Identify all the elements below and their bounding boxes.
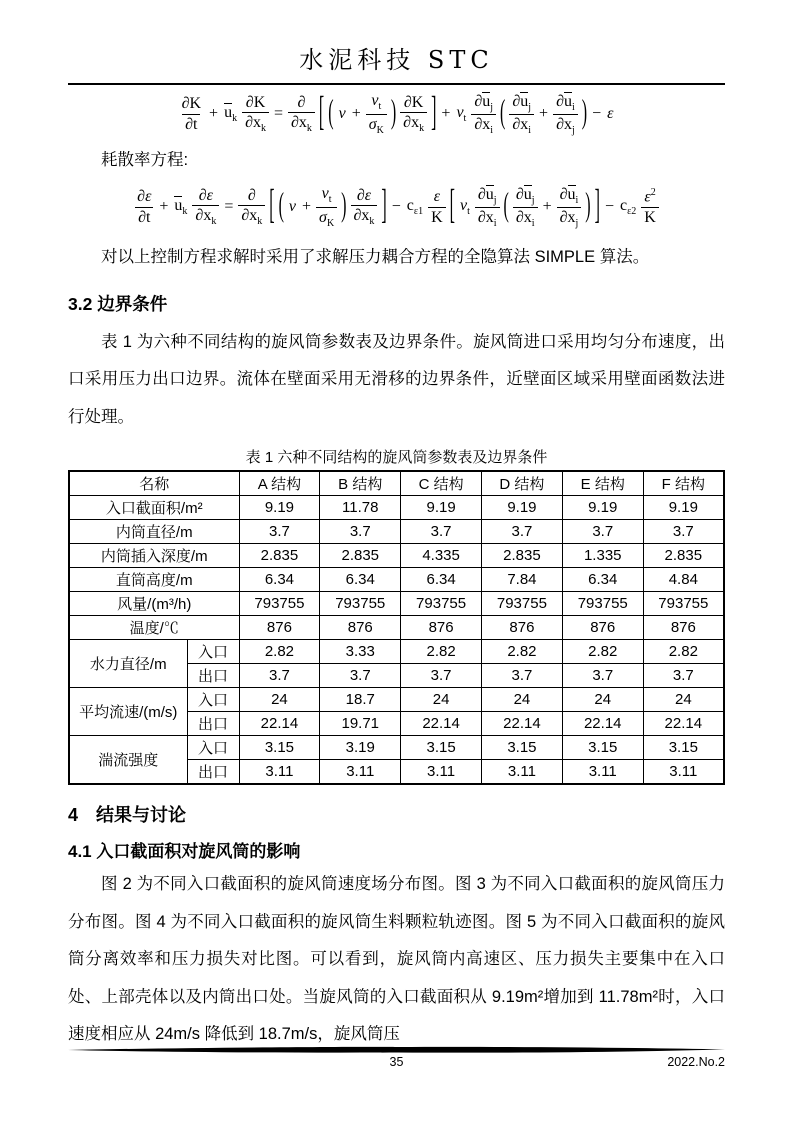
- table-cell: 22.14: [643, 712, 724, 736]
- sub-row-label: 入口: [187, 640, 239, 664]
- results-paragraph: 图 2 为不同入口截面积的旋风筒速度场分布图。图 3 为不同入口截面积的旋风筒压力分布图。图 4 为不同入口截面积的旋风筒生料颗粒轨迹图。图 5 为不同入口截面积的旋风筒分离效率和压力损失对比图。可以看到，旋风筒内高速区、压力损失主要集中在入口处、上部壳体以及内筒出口处。当旋风筒的入口截面积从 9.19m²增加到 11.78m²时，入口速度相应从 24m/s 降低到 18.7m/s，旋风筒压: [68, 875, 725, 1043]
- simple-algorithm-paragraph: 对以上控制方程求解时采用了求解压力耦合方程的全隐算法 SIMPLE 算法。: [101, 248, 650, 266]
- table-cell: 19.71: [320, 712, 401, 736]
- table-cell: 2.82: [643, 640, 724, 664]
- table-cell: 24: [643, 688, 724, 712]
- page-footer: [68, 1046, 725, 1073]
- row-label: 内筒插入深度/m: [69, 544, 239, 568]
- table-cell: 9.19: [482, 496, 563, 520]
- column-header: E 结构: [562, 471, 643, 496]
- table-cell: 3.19: [320, 736, 401, 760]
- table-cell: 6.34: [562, 568, 643, 592]
- section-4-heading: 4 结果与讨论: [68, 805, 187, 825]
- row-label: 入口截面积/m²: [69, 496, 239, 520]
- table-cell: 3.15: [562, 736, 643, 760]
- footer-rule: [68, 1046, 725, 1054]
- boundary-conditions-paragraph: 表 1 为六种不同结构的旋风筒参数表及边界条件。旋风筒进口采用均匀分布速度，出口采用压力出口边界。流体在壁面采用无滑移的边界条件，近壁面区域采用壁面函数法进行处理。: [68, 332, 725, 426]
- dissipation-equation-label: 耗散率方程:: [101, 151, 189, 169]
- table-cell: 3.15: [482, 736, 563, 760]
- table-caption: 表 1 六种不同结构的旋风筒参数表及边界条件: [245, 449, 548, 466]
- table-row: [69, 592, 724, 616]
- table-cell: 3.7: [401, 520, 482, 544]
- group-row-label: 水力直径/m: [69, 640, 187, 688]
- table-cell: 6.34: [239, 568, 320, 592]
- table-cell: 2.835: [239, 544, 320, 568]
- table-cell: 3.7: [562, 664, 643, 688]
- table-cell: 3.7: [401, 664, 482, 688]
- table-cell: 3.11: [482, 760, 563, 785]
- page-number: 35: [389, 1055, 404, 1069]
- table-cell: 3.11: [401, 760, 482, 785]
- table-cell: 2.82: [401, 640, 482, 664]
- table-cell: 6.34: [401, 568, 482, 592]
- table-row: [69, 544, 724, 568]
- table-cell: 3.7: [643, 520, 724, 544]
- table-cell: 2.835: [320, 544, 401, 568]
- table-cell: 24: [401, 688, 482, 712]
- table-cell: 793755: [320, 592, 401, 616]
- table-cell: 3.11: [239, 760, 320, 785]
- column-header: 名称: [69, 471, 239, 496]
- table-cell: 2.82: [562, 640, 643, 664]
- column-header: B 结构: [320, 471, 401, 496]
- group-row-label: 湍流强度: [69, 736, 187, 785]
- table-cell: 24: [482, 688, 563, 712]
- table-cell: 22.14: [239, 712, 320, 736]
- sub-row-label: 入口: [187, 736, 239, 760]
- table-cell: 793755: [239, 592, 320, 616]
- table-row: [69, 640, 724, 664]
- table-cell: 793755: [401, 592, 482, 616]
- table-cell: 7.84: [482, 568, 563, 592]
- table-cell: 3.33: [320, 640, 401, 664]
- sub-row-label: 入口: [187, 688, 239, 712]
- table-cell: 24: [562, 688, 643, 712]
- table-cell: 3.7: [320, 664, 401, 688]
- table-cell: 4.335: [401, 544, 482, 568]
- table-cell: 793755: [643, 592, 724, 616]
- table-cell: 9.19: [239, 496, 320, 520]
- table-row: [69, 616, 724, 640]
- k-transport-equation: $\frac{\partial K}{\partial t}$ + $u_k$ $\frac{\partial K}{\partial x_k}$ = $\frac{\partial}{\partial x_k}$ [ ( ν + $\frac{\nu_t}{\sigma_K}$ ) $\frac{\partial K}{\partial x_k}$ ] + $\nu_t$ $\frac{\partial u_j}{\partial x_i}$ ( $\frac{\partial u_j}{\partial x_i}$ + $\frac{\partial u_i}{\partial x_j}$ ) − ε: [181, 91, 614, 137]
- issue-label: 2022.No.2: [667, 1055, 725, 1069]
- table-cell: 24: [239, 688, 320, 712]
- table-cell: 3.7: [482, 520, 563, 544]
- table-cell: 9.19: [643, 496, 724, 520]
- journal-title: 水泥科技 STC: [299, 46, 494, 74]
- column-header: A 结构: [239, 471, 320, 496]
- table-cell: 3.15: [643, 736, 724, 760]
- table-cell: 2.82: [482, 640, 563, 664]
- table-cell: 876: [643, 616, 724, 640]
- sub-row-label: 出口: [187, 664, 239, 688]
- table-row: [69, 688, 724, 712]
- sub-row-label: 出口: [187, 760, 239, 785]
- table-cell: 3.7: [643, 664, 724, 688]
- group-row-label: 平均流速/(m/s): [69, 688, 187, 736]
- table-cell: 3.11: [320, 760, 401, 785]
- table-cell: 3.15: [401, 736, 482, 760]
- column-header: C 结构: [401, 471, 482, 496]
- table-row: [69, 568, 724, 592]
- table-cell: 876: [482, 616, 563, 640]
- table-cell: 18.7: [320, 688, 401, 712]
- table-cell: 3.7: [482, 664, 563, 688]
- table-cell: 2.835: [643, 544, 724, 568]
- table-cell: 876: [401, 616, 482, 640]
- table-cell: 876: [562, 616, 643, 640]
- table-row: [69, 520, 724, 544]
- table-cell: 11.78: [320, 496, 401, 520]
- table-cell: 22.14: [401, 712, 482, 736]
- table-cell: 793755: [482, 592, 563, 616]
- dissipation-rate-equation: $\frac{\partial\varepsilon}{\partial t}$ + $u_k$ $\frac{\partial\varepsilon}{\partial x_k}$ = $\frac{\partial}{\partial x_k}$ [ ( ν + $\frac{\nu_t}{\sigma_K}$ ) $\frac{\partial\varepsilon}{\partial x_k}$ ] − $c_{\varepsilon 1}$ $\frac{\varepsilon}{K}$ [ $\nu_t$ $\frac{\partial u_j}{\partial x_i}$ ( $\frac{\partial u_j}{\partial x_i}$ + $\frac{\partial u_i}{\partial x_j}$ ) ] − $c_{\varepsilon 2}$ $\frac{\varepsilon^2}{K}$: [68, 175, 725, 239]
- table-header-row: [69, 471, 724, 496]
- section-3-2-heading: 3.2 边界条件: [68, 293, 168, 314]
- table-cell: 3.7: [320, 520, 401, 544]
- table-cell: 2.835: [482, 544, 563, 568]
- table-cell: 9.19: [401, 496, 482, 520]
- table-cell: 9.19: [562, 496, 643, 520]
- table-row: [69, 736, 724, 760]
- parameters-table: [68, 470, 725, 785]
- table-cell: 3.15: [239, 736, 320, 760]
- row-label: 温度/℃: [69, 616, 239, 640]
- table-cell: 793755: [562, 592, 643, 616]
- table-cell: 3.11: [643, 760, 724, 785]
- row-label: 直筒高度/m: [69, 568, 239, 592]
- table-cell: 3.7: [239, 664, 320, 688]
- table-cell: 3.7: [562, 520, 643, 544]
- table-cell: 876: [239, 616, 320, 640]
- sub-row-label: 出口: [187, 712, 239, 736]
- table-row: [69, 496, 724, 520]
- row-label: 内筒直径/m: [69, 520, 239, 544]
- table-cell: 22.14: [482, 712, 563, 736]
- row-label: 风量/(m³/h): [69, 592, 239, 616]
- table-cell: 3.7: [239, 520, 320, 544]
- table-cell: 1.335: [562, 544, 643, 568]
- column-header: F 结构: [643, 471, 724, 496]
- table-cell: 22.14: [562, 712, 643, 736]
- table-cell: 4.84: [643, 568, 724, 592]
- table-cell: 3.11: [562, 760, 643, 785]
- table-cell: 2.82: [239, 640, 320, 664]
- table-cell: 6.34: [320, 568, 401, 592]
- table-cell: 876: [320, 616, 401, 640]
- section-4-1-heading: 4.1 入口截面积对旋风筒的影响: [68, 842, 301, 861]
- column-header: D 结构: [482, 471, 563, 496]
